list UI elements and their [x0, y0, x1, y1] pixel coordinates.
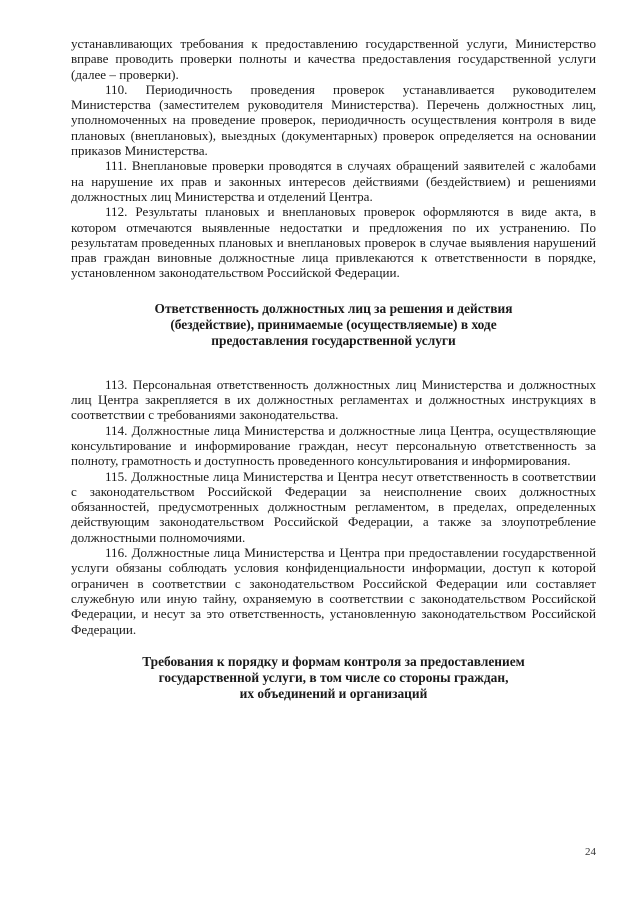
section-heading-control-requirements — [71, 654, 596, 702]
paragraph-114: 114. Должностные лица Министерства и должностные лица Центра, осуществляющие консультирование и информирование граждан, несут персональную ответственность за полноту, грамотность и доступность проведенного консультирования и информирования. — [71, 422, 596, 469]
paragraph-112: 112. Результаты плановых и внеплановых проверок оформляются в виде акта, в котором отмечаются выявленные недостатки и предложения по их устранению. По результатам проведенных плановых и внеплановых проверок в случае выявления нарушений прав граждан виновные должностные лица привлекаются к ответственности в порядке, установленном законодательством Российской Федерации. — [71, 204, 596, 281]
section-heading-responsibility — [71, 301, 596, 349]
heading-line: государственной услуги, в том числе со стороны граждан, — [158, 669, 509, 685]
paragraph-116: 116. Должностные лица Министерства и Центра при предоставлении государственной услуги обязаны соблюдать условия конфиденциальности информации, доступ к которой ограничен в соответствии с законодательством Российской Федерации или составляет служебную или иную тайну, охраняемую в соответствии с законодательством Российской Федерации, и несут за это ответственность, установленную законодательством Российской Федерации. — [71, 545, 596, 637]
heading-line: (бездействие), принимаемые (осуществляемые) в ходе — [170, 316, 497, 332]
heading-line: их объединений и организаций — [239, 685, 428, 701]
heading-line: Требования к порядку и формам контроля за предоставлением — [142, 653, 525, 669]
paragraph-113: 113. Персональная ответственность должностных лиц Министерства и должностных лиц Центра закрепляется в их должностных регламентах и должностных инструкциях в соответствии с требованиями законодательства. — [71, 376, 596, 423]
heading-line: предоставления государственной услуги — [211, 332, 456, 348]
paragraph-continuation: устанавливающих требования к предоставлению государственной услуги, Министерство вправе проводить проверки полноты и качества предоставления государственной услуги (далее – проверки). — [71, 36, 596, 82]
page-number: 24 — [585, 846, 596, 858]
paragraph-110: 110. Периодичность проведения проверок устанавливается руководителем Министерства (заместителем руководителя Министерства). Перечень должностных лиц, уполномоченных на проведение проверок, периодичность осуществления контроля в виде плановых (внеплановых), выездных (документарных) проверок определяется на основании приказов Министерства. — [71, 81, 596, 159]
paragraph-115: 115. Должностные лица Министерства и Центра несут ответственность в соответствии с законодательством Российской Федерации за неисполнение своих должностных обязанностей, предусмотренных должностным регламентом, в пределах, определенных действующим законодательством Российской Федерации, а также за злоупотребление должностными полномочиями. — [71, 468, 596, 545]
paragraph-111: 111. Внеплановые проверки проводятся в случаях обращений заявителей с жалобами на нарушение их прав и законных интересов действиями (бездействием) и решениями должностных лиц Министерства и отделений Центра. — [71, 158, 596, 204]
heading-line: Ответственность должностных лиц за решения и действия — [154, 300, 513, 316]
